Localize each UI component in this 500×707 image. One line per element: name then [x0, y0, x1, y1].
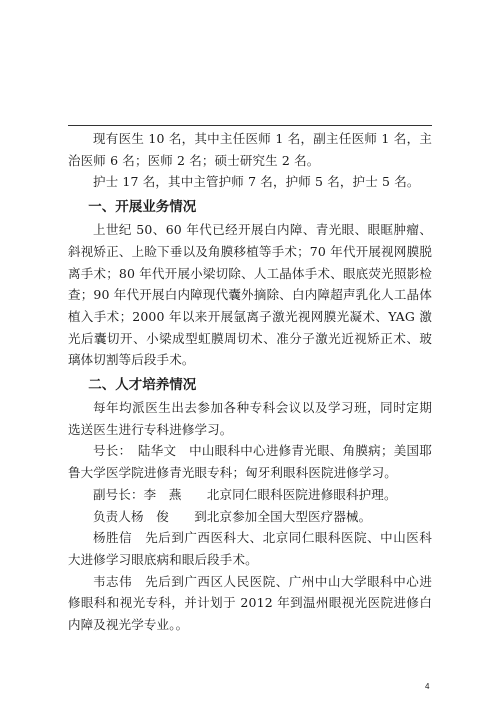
- header-rule: [68, 125, 432, 126]
- paragraph-training-intro: 每年均派医生出去参加各种专科会议以及学习班，同时定期选送医生进行专科进修学习。: [68, 400, 432, 437]
- paragraph-doctors: 现有医生 10 名，其中主任医师 1 名，副主任医师 1 名，主治医师 6 名；医师 2 名；硕士研究生 2 名。: [68, 131, 432, 168]
- page-number: 4: [425, 682, 430, 691]
- paragraph-nurses: 护士 17 名，其中主管护师 7 名，护师 5 名，护士 5 名。: [93, 174, 420, 190]
- paragraph-responsible: 负责人杨 俊 到北京参加全国大型医疗器械。: [93, 508, 372, 524]
- section-heading-training: 二、人才培养情况: [88, 377, 197, 394]
- page-content: [68, 128, 432, 636]
- paragraph-business: 上世纪 50、60 年代已经开展白内障、青光眼、眼眶肿瘤、斜视矫正、上睑下垂以及角膜移植等手术；70 年代开展视网膜脱离手术；80 年代开展小梁切除、人工晶体手术、眼底荧光照影检查；90 年代开展白内障现代囊外摘除、白内障超声乳化人工晶体植入手术；2000 年以来开展氩离子激光视网膜光凝术、YAG 激光后囊切开、小梁成型虹膜周切术、准分子激光近视矫正术、玻璃体切割等后段手术。: [68, 222, 432, 368]
- section-heading-business: 一、开展业务情况: [88, 199, 197, 216]
- paragraph-deputy: 副号长：李 燕 北京同仁眼科医院进修眼科护理。: [93, 486, 397, 502]
- paragraph-yang: 杨胜信 先后到广西医科大、北京同仁眼科医院、中山医科大进修学习眼底病和眼后段手术。: [68, 530, 432, 567]
- paragraph-chief: 号长： 陆华文 中山眼科中心进修青光眼、角膜病；美国耶鲁大学医学院进修青光眼专科；匈牙利眼科医院进修学习。: [68, 443, 432, 481]
- paragraph-wei: 韦志伟 先后到广西区人民医院、广州中山大学眼科中心进修眼科和视光专科，并计划于 2012 年到温州眼视光医院进修白内障及视光学专业。。: [68, 573, 432, 633]
